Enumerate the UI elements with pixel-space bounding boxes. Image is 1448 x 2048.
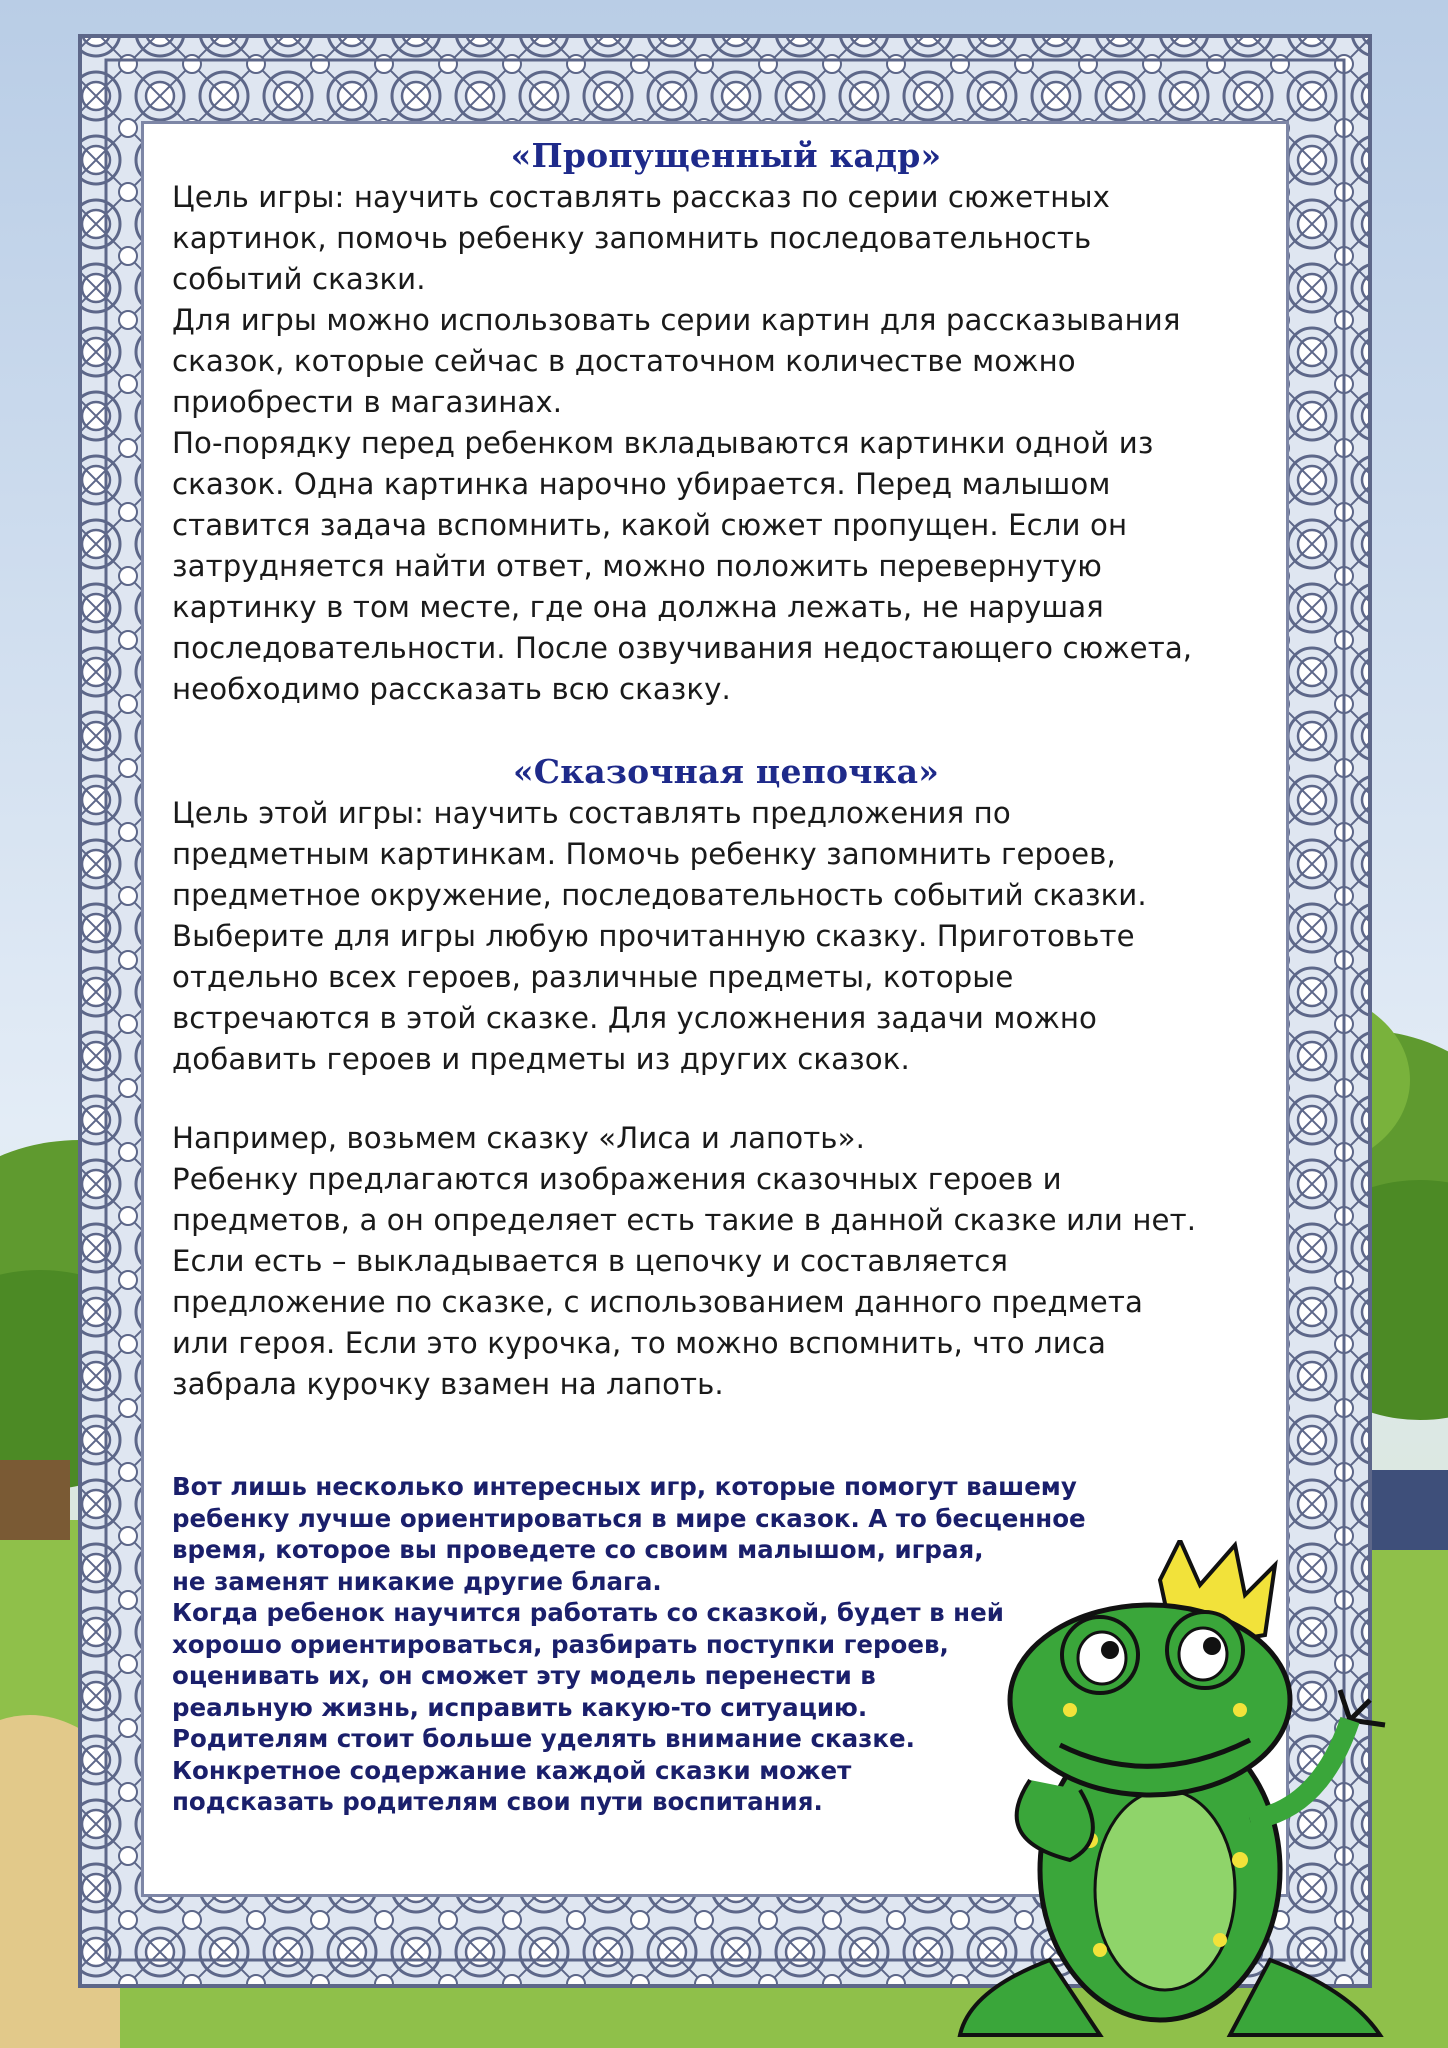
section2-paragraph-example: Например, возьмем сказку «Лиса и лапоть». Ребенку предлагаются изображения сказочных героев и предметов, а он определяет есть такие в данной сказке или нет. Если есть – выкладывается в цепочку и составляется предложение по сказке, с использованием данного предмета или героя. Если это курочка, то можно вспомнить, что лиса забрала курочку взамен на лапоть. xyxy=(172,1121,1197,1401)
frog-prince-illustration xyxy=(950,1540,1390,2040)
section-title-missing-frame: «Пропущенный кадр» xyxy=(510,136,942,175)
section2-paragraph-goal: Цель этой игры: научить составлять предложения по предметным картинкам. Помочь ребенку запомнить героев, предметное окружение, последовательность событий сказки. Выберите для игры любую прочитанную сказку. Приготовьте отдельно всех героев, различные предметы, которые встречаются в этой сказке. Для усложнения задачи можно добавить героев и предметы из других сказок. xyxy=(172,796,1147,1076)
section1-paragraph-goal: Цель игры: научить составлять рассказ по серии сюжетных картинок, помочь ребенку запомнить последовательность событий сказки. xyxy=(172,180,1110,296)
section1-paragraph-materials: Для игры можно использовать серии картин для рассказывания сказок, которые сейчас в достаточном количестве можно приобрести в магазинах. xyxy=(172,303,1181,419)
section1-paragraph-procedure: По-порядку перед ребенком вкладываются картинки одной из сказок. Одна картинка нарочно убирается. Перед малышом ставится задача вспомнить, какой сюжет пропущен. Если он затрудняется найти ответ, можно положить перевернутую картинку в том месте, где она должна лежать, не нарушая последовательности. После озвучивания недостающего сюжета, необходимо рассказать всю сказку. xyxy=(172,426,1193,706)
section-title-fairy-chain: «Сказочная цепочка» xyxy=(512,752,940,791)
conclusion-text: Вот лишь несколько интересных игр, которые помогут вашему ребенку лучше ориентироваться в мире сказок. А то бесценное время, которое вы проведете со своим малышом, играя, не заменят никакие другие блага. Когда ребенок научится работать со сказкой, будет в ней хорошо ориентироваться, разбирать поступки героев, оценивать их, он сможет эту модель перенести в реальную жизнь, исправить какую-то ситуацию. Родителям стоит больше уделять внимание сказке. Конкретное содержание каждой сказки может подсказать родителям свои пути воспитания. xyxy=(172,1472,1086,1816)
